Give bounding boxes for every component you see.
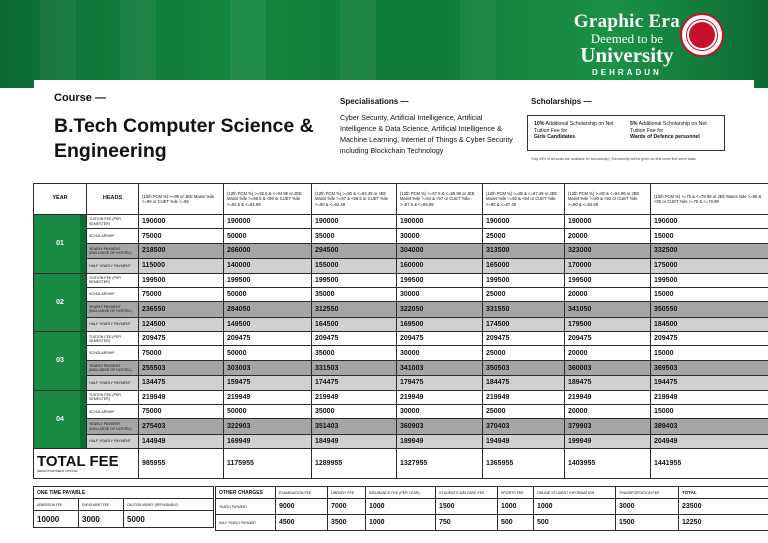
- fee-cell: 140000: [224, 259, 312, 273]
- fee-cell: 159475: [224, 376, 312, 390]
- table-row: [34, 243, 768, 258]
- table-row: [34, 390, 768, 404]
- fee-cell: 209475: [224, 332, 312, 346]
- total-fee-title: TOTAL FEE: [37, 452, 119, 470]
- fee-cell: 194475: [651, 376, 768, 390]
- head-label: YEARLY PAYMENT (INCLUSIVE OF HOSTEL): [87, 360, 139, 375]
- university-seal-icon: [680, 13, 724, 57]
- table-row: [34, 346, 768, 360]
- criteria-column-header: (12th PCM %) >=95 or JEE Mains %ile >=99 or CUET %ile >=95: [139, 184, 224, 215]
- scholarship-text: Additional Scholarship on Net Tuition Fee for: [534, 121, 614, 134]
- fee-cell: 15000: [651, 404, 768, 418]
- scholarships-box: [527, 115, 725, 151]
- scholarship-text: Additional Scholarship on Net Tuition Fee for: [630, 121, 707, 134]
- total-fee-label: [34, 449, 139, 479]
- specialisations-heading: Specialisations —: [340, 97, 409, 106]
- banner-stripe: [120, 0, 156, 88]
- table-row: [34, 215, 768, 229]
- one-time-label: ADMISSION FEE: [34, 499, 79, 511]
- year-column-header: YEAR: [34, 184, 87, 215]
- other-charge-label: TRANSPORTATION FEE: [616, 487, 679, 499]
- fee-cell: 360903: [397, 419, 483, 434]
- fee-cell: 50000: [224, 346, 312, 360]
- criteria-column-header: (12th PCM %) >=80 & <=84.99 or JEE Mains %ile >=90 & <92 or CUET %ile >=80 & <=84.99: [565, 184, 651, 215]
- specialisations-text: Cyber Security, Artificial Intelligence, Artificial Intelligence & Data Science, Artificial Intelligence & Machine Learning, Internet of Things & Cyber Security including Blockchain Technology: [340, 113, 513, 155]
- fee-cell: 218500: [139, 243, 224, 258]
- table-row: [34, 376, 768, 390]
- other-charge-value: 1000: [366, 515, 436, 531]
- fee-cell: 20000: [565, 346, 651, 360]
- other-charge-value: 1500: [436, 499, 498, 515]
- other-charge-value: 500: [534, 515, 616, 531]
- fee-cell: 169500: [397, 317, 483, 331]
- fee-cell: 35000: [312, 229, 397, 243]
- fee-cell: 323000: [565, 243, 651, 258]
- fee-cell: 50000: [224, 229, 312, 243]
- year-side-strip: [80, 332, 86, 390]
- fee-cell: 379903: [565, 419, 651, 434]
- head-label: TUITION FEE (PER SEMESTER): [87, 332, 139, 346]
- other-charge-value: 3500: [328, 515, 366, 531]
- other-charges-table: [215, 486, 768, 531]
- criteria-column-header: (12th PCM %) >=87.5 & <=89.99 or JEE Mains %ile >=94 & <97 or CUET %ile >=87.5 & <=89.99: [397, 184, 483, 215]
- fee-cell: 20000: [565, 229, 651, 243]
- fee-cell: 199500: [483, 273, 565, 287]
- fee-cell: 174475: [312, 376, 397, 390]
- other-charge-value: 4500: [276, 515, 328, 531]
- fee-cell: 199500: [139, 273, 224, 287]
- head-label: HALF YEARLY PAYMENT: [87, 376, 139, 390]
- head-label: YEARLY PAYMENT (INCLUSIVE OF HOSTEL): [87, 243, 139, 258]
- table-row: [34, 360, 768, 375]
- fee-cell: 199500: [312, 273, 397, 287]
- fee-cell: 155000: [312, 259, 397, 273]
- other-charge-value: 1000: [366, 499, 436, 515]
- fee-cell: 174500: [483, 317, 565, 331]
- fee-cell: 179500: [565, 317, 651, 331]
- fee-cell: 35000: [312, 404, 397, 418]
- payment-type-label: HALF YEARLY PAYMENT: [216, 515, 276, 531]
- course-title: B.Tech Computer Science & Engineering: [54, 115, 314, 162]
- fee-cell: 199500: [397, 273, 483, 287]
- fee-cell: 389403: [651, 419, 768, 434]
- criteria-column-header: (12th PCM %) >=75 & <=79.99 or JEE Mains %ile >=85 & <90 or CUET %ile >=75 & <=79.99: [651, 184, 768, 215]
- other-charge-value: 23500: [679, 499, 768, 515]
- fee-cell: 275403: [139, 419, 224, 434]
- head-label: TUITION FEE (PER SEMESTER): [87, 390, 139, 404]
- fee-cell: 331503: [312, 360, 397, 375]
- fee-cell: 179475: [397, 376, 483, 390]
- criteria-column-header: (12th PCM %) >=85 & <=87.49 or JEE Mains %ile >=92 & <94 or CUET %ile >=85 & <=87.49: [483, 184, 565, 215]
- fee-cell: 199500: [565, 273, 651, 287]
- fee-cell: 170000: [565, 259, 651, 273]
- other-charge-value: 3000: [616, 499, 679, 515]
- scholarships-heading: Scholarships —: [531, 97, 592, 106]
- head-label: HALF YEARLY PAYMENT: [87, 317, 139, 331]
- fee-cell: 209475: [483, 332, 565, 346]
- other-charges-row: [216, 515, 768, 531]
- fee-cell: 350550: [651, 302, 768, 317]
- table-row: [34, 259, 768, 273]
- other-charge-label: LIBRARY FEE: [328, 487, 366, 499]
- fee-cell: 50000: [224, 404, 312, 418]
- fee-cell: 25000: [483, 404, 565, 418]
- fee-cell: 75000: [139, 229, 224, 243]
- other-charges-heading: OTHER CHARGES: [216, 487, 276, 499]
- fee-cell: 190000: [565, 215, 651, 229]
- head-label: SCHOLARSHIP: [87, 346, 139, 360]
- fee-cell: 190000: [224, 215, 312, 229]
- fee-cell: 169949: [224, 434, 312, 448]
- head-label: HALF YEARLY PAYMENT: [87, 434, 139, 448]
- head-label: HALF YEARLY PAYMENT: [87, 259, 139, 273]
- fee-cell: 30000: [397, 229, 483, 243]
- scholarship-note: Only 25% of all seats are available for scholarship | Scholarship will be given on first come first serve basis: [531, 157, 696, 161]
- table-row: [34, 302, 768, 317]
- fee-cell: 190000: [139, 215, 224, 229]
- fee-cell: 322903: [224, 419, 312, 434]
- fee-cell: 15000: [651, 229, 768, 243]
- one-time-value: 5000: [124, 511, 214, 528]
- table-row: [34, 273, 768, 287]
- fee-cell: 15000: [651, 287, 768, 301]
- scholarship-item: [630, 121, 718, 141]
- fee-cell: 50000: [224, 287, 312, 301]
- fee-cell: 209475: [565, 332, 651, 346]
- year-side-strip: [80, 215, 86, 273]
- other-charge-value: 1000: [498, 499, 534, 515]
- brand-line2: Deemed to be: [590, 31, 663, 46]
- fee-cell: 164500: [312, 317, 397, 331]
- other-charge-value: 7000: [328, 499, 366, 515]
- other-charge-label: ONLINE STUDENT INFORMATION: [534, 487, 616, 499]
- one-time-label: ENROLMENT FEE: [79, 499, 124, 511]
- fee-cell: 219949: [651, 390, 768, 404]
- fee-cell: 184500: [651, 317, 768, 331]
- fee-cell: 341003: [397, 360, 483, 375]
- fee-cell: 25000: [483, 229, 565, 243]
- head-label: YEARLY PAYMENT (INCLUSIVE OF HOSTEL): [87, 302, 139, 317]
- table-row: [34, 287, 768, 301]
- one-time-payable-table: [33, 486, 214, 528]
- course-info-panel: [34, 80, 754, 180]
- fee-cell: 30000: [397, 404, 483, 418]
- fee-cell: 266000: [224, 243, 312, 258]
- fee-cell: 204949: [651, 434, 768, 448]
- fee-cell: 331550: [483, 302, 565, 317]
- year-side-strip: [80, 391, 86, 449]
- table-row: [34, 317, 768, 331]
- fee-cell: 160000: [397, 259, 483, 273]
- total-fee-cell: 1441955: [651, 449, 768, 479]
- fee-cell: 175000: [651, 259, 768, 273]
- year-label: 04: [34, 390, 87, 449]
- head-label: SCHOLARSHIP: [87, 287, 139, 301]
- fee-cell: 219949: [397, 390, 483, 404]
- head-label: SCHOLARSHIP: [87, 229, 139, 243]
- one-time-value: 3000: [79, 511, 124, 528]
- fee-cell: 25000: [483, 287, 565, 301]
- fee-cell: 20000: [565, 287, 651, 301]
- table-row: [34, 332, 768, 346]
- fee-cell: 199500: [651, 273, 768, 287]
- fee-cell: 20000: [565, 404, 651, 418]
- year-label: 03: [34, 332, 87, 391]
- fee-cell: 219949: [139, 390, 224, 404]
- fee-cell: 134475: [139, 376, 224, 390]
- other-charges-row: [216, 499, 768, 515]
- head-label: TUITION FEE (PER SEMESTER): [87, 215, 139, 229]
- table-header-row: [34, 184, 768, 215]
- fee-cell: 313500: [483, 243, 565, 258]
- criteria-column-header: (12th PCM %) >=92.5 & <=94.99 or JEE Mains %ile >=98.5 & <99 or CUET %ile >=92.5 & <=94.99: [224, 184, 312, 215]
- fee-cell: 115000: [139, 259, 224, 273]
- scholarship-who: Wards of Defence personnel: [630, 134, 700, 141]
- year-label: 02: [34, 273, 87, 332]
- criteria-column-header: (12th PCM %) >=90 & <=92.49 or JEE Mains %ile >=97 & <98.5 or CUET %ile >=90 & <=92.49: [312, 184, 397, 215]
- fee-cell: 15000: [651, 346, 768, 360]
- fee-cell: 294500: [312, 243, 397, 258]
- other-charge-value: 500: [498, 515, 534, 531]
- banner-stripe: [460, 0, 496, 88]
- fee-cell: 369503: [651, 360, 768, 375]
- fee-cell: 30000: [397, 287, 483, 301]
- fee-cell: 219949: [312, 390, 397, 404]
- fee-cell: 184949: [312, 434, 397, 448]
- fee-cell: 189949: [397, 434, 483, 448]
- fee-cell: 350503: [483, 360, 565, 375]
- header-banner: [0, 0, 768, 88]
- one-time-value: 10000: [34, 511, 79, 528]
- heads-column-header: HEADS: [87, 184, 139, 215]
- banner-stripe: [230, 0, 266, 88]
- fee-cell: 351403: [312, 419, 397, 434]
- total-fee-cell: 1365955: [483, 449, 565, 479]
- fee-cell: 304000: [397, 243, 483, 258]
- scholarship-item: [534, 121, 622, 141]
- fee-cell: 75000: [139, 287, 224, 301]
- scholarship-pct: 10%: [534, 121, 545, 127]
- other-charge-value: 12250: [679, 515, 768, 531]
- table-row: [34, 404, 768, 418]
- scholarship-pct: 5%: [630, 121, 638, 127]
- fee-cell: 209475: [397, 332, 483, 346]
- fee-cell: 255503: [139, 360, 224, 375]
- table-row: [34, 434, 768, 448]
- fee-cell: 236550: [139, 302, 224, 317]
- university-logo: [574, 12, 680, 77]
- other-charge-label: EXAMINATION FEE: [276, 487, 328, 499]
- fee-cell: 284050: [224, 302, 312, 317]
- fee-structure-table: [33, 183, 768, 479]
- total-fee-cell: 985955: [139, 449, 224, 479]
- fee-cell: 189475: [565, 376, 651, 390]
- fee-cell: 209475: [312, 332, 397, 346]
- fee-cell: 190000: [651, 215, 768, 229]
- other-charge-label: TOTAL: [679, 487, 768, 499]
- fee-cell: 124500: [139, 317, 224, 331]
- head-label: TUITION FEE (PER SEMESTER): [87, 273, 139, 287]
- fee-cell: 149500: [224, 317, 312, 331]
- total-fee-row: [34, 449, 768, 479]
- other-charge-value: 9000: [276, 499, 328, 515]
- fee-cell: 303003: [224, 360, 312, 375]
- fee-cell: 30000: [397, 346, 483, 360]
- brand-line1: Graphic Era: [573, 11, 680, 32]
- banner-stripe: [40, 0, 76, 88]
- table-row: [34, 229, 768, 243]
- banner-stripe: [340, 0, 376, 88]
- fee-cell: 25000: [483, 346, 565, 360]
- other-charge-value: 1000: [534, 499, 616, 515]
- fee-cell: 165000: [483, 259, 565, 273]
- brand-line4: DEHRADUN: [592, 68, 662, 77]
- total-fee-cell: 1403955: [565, 449, 651, 479]
- year-side-strip: [80, 274, 86, 332]
- fee-cell: 190000: [483, 215, 565, 229]
- year-label: 01: [34, 215, 87, 274]
- table-row: [34, 419, 768, 434]
- other-charge-label: SPORTS FEE: [498, 487, 534, 499]
- other-charge-value: 750: [436, 515, 498, 531]
- other-charge-value: 1500: [616, 515, 679, 531]
- other-charge-label: INSURANCE FEE (PER YEAR): [366, 487, 436, 499]
- fee-cell: 209475: [651, 332, 768, 346]
- payment-type-label: YEARLY PAYMENT: [216, 499, 276, 515]
- fee-cell: 370403: [483, 419, 565, 434]
- fee-cell: 219949: [483, 390, 565, 404]
- total-fee-cell: 1175955: [224, 449, 312, 479]
- total-fee-cell: 1327955: [397, 449, 483, 479]
- fee-cell: 360003: [565, 360, 651, 375]
- fee-cell: 144949: [139, 434, 224, 448]
- head-label: SCHOLARSHIP: [87, 404, 139, 418]
- one-time-heading: ONE TIME PAYABLE: [34, 487, 214, 499]
- fee-cell: 190000: [312, 215, 397, 229]
- other-charge-label: STUDENTS WELFARE FEE: [436, 487, 498, 499]
- fee-cell: 332500: [651, 243, 768, 258]
- fee-cell: 194949: [483, 434, 565, 448]
- fee-cell: 209475: [139, 332, 224, 346]
- head-label: YEARLY PAYMENT (INCLUSIVE OF HOSTEL): [87, 419, 139, 434]
- fee-cell: 199500: [224, 273, 312, 287]
- fee-cell: 199949: [565, 434, 651, 448]
- fee-cell: 75000: [139, 346, 224, 360]
- fee-cell: 312550: [312, 302, 397, 317]
- fee-cell: 341050: [565, 302, 651, 317]
- fee-cell: 184475: [483, 376, 565, 390]
- fee-cell: 219949: [224, 390, 312, 404]
- fee-cell: 322050: [397, 302, 483, 317]
- brand-line3: University: [580, 43, 674, 67]
- course-heading: Course —: [54, 92, 106, 104]
- scholarship-who: Girls Candidates: [534, 134, 576, 141]
- total-fee-cell: 1289955: [312, 449, 397, 479]
- fee-cell: 35000: [312, 346, 397, 360]
- fee-cell: 35000: [312, 287, 397, 301]
- total-fee-subtitle: (RESULT/PAYMENT OPTION): [37, 468, 78, 473]
- fee-cell: 75000: [139, 404, 224, 418]
- fee-cell: 219949: [565, 390, 651, 404]
- fee-cell: 190000: [397, 215, 483, 229]
- one-time-label: CAUTION MONEY (REFUNDABLE): [124, 499, 214, 511]
